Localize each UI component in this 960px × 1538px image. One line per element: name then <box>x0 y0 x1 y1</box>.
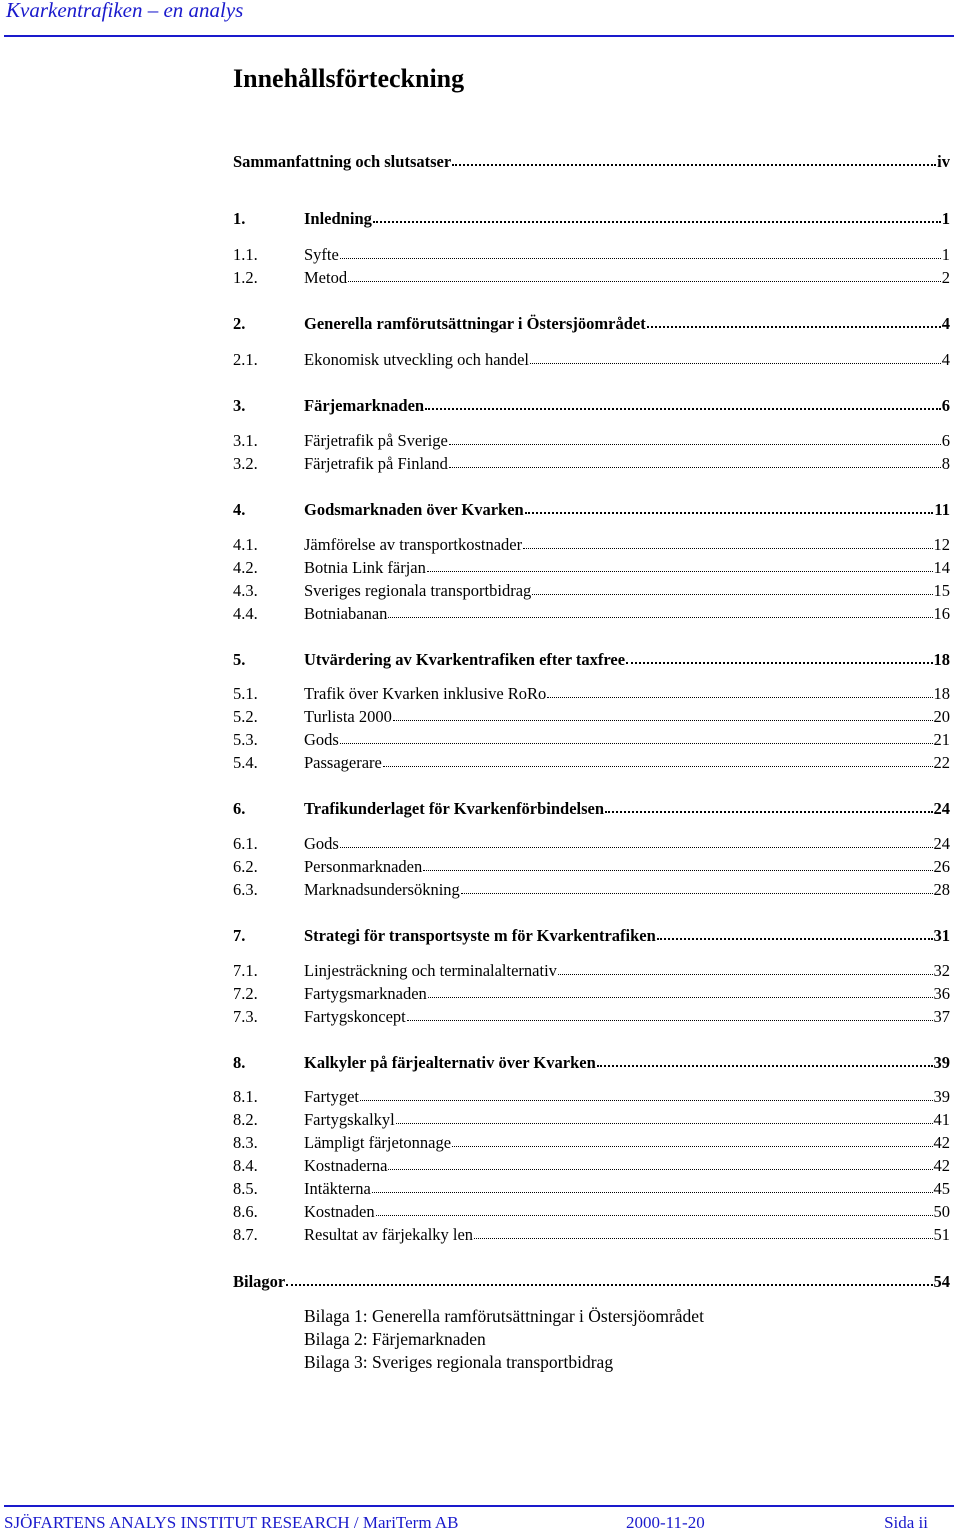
toc-entry-number: 1.2. <box>233 268 258 287</box>
toc-entry-page: 18 <box>933 650 950 669</box>
toc-dot-leader <box>372 1180 933 1194</box>
footer-page-number: Sida ii <box>884 1513 928 1532</box>
toc-entry-page: 26 <box>933 857 950 876</box>
toc-entry[interactable] <box>233 730 950 754</box>
toc-entry-title: Metod <box>304 268 348 287</box>
footer-publisher: SJÖFARTENS ANALYS INSTITUT RESEARCH / MariTerm AB <box>4 1513 459 1532</box>
toc-entry[interactable] <box>233 209 950 233</box>
toc-entry-page: 50 <box>933 1202 950 1221</box>
toc-dot-leader <box>597 1054 933 1068</box>
toc-entry-title: Fartygskalkyl <box>304 1110 395 1129</box>
toc-entry-number: 6. <box>233 799 246 818</box>
toc-entry-title: Färjetrafik på Sverige <box>304 431 448 450</box>
toc-entry-title: Marknadsundersökning <box>304 880 460 899</box>
toc-entry-title: Färjemarknaden <box>304 396 425 415</box>
toc-entry-page: 39 <box>933 1087 950 1106</box>
toc-entry-number: 2.1. <box>233 350 258 369</box>
toc-entry-number: 8.6. <box>233 1202 258 1221</box>
toc-entry-page: 41 <box>933 1110 950 1129</box>
toc-dot-leader <box>423 858 932 872</box>
toc-dot-leader <box>647 315 941 329</box>
toc-entry-page: 28 <box>933 880 950 899</box>
toc-entry-page: 6 <box>941 431 950 450</box>
toc-entry-page: 14 <box>933 558 950 577</box>
toc-entry-title: Fartyget <box>304 1087 359 1106</box>
toc-entry[interactable] <box>233 1202 950 1226</box>
toc-entry-page: 36 <box>933 984 950 1003</box>
toc-entry[interactable] <box>233 753 950 777</box>
toc-dot-leader <box>449 432 941 446</box>
toc-entry[interactable] <box>233 350 950 374</box>
toc-entry-page: 32 <box>933 961 950 980</box>
toc-entry[interactable] <box>233 1225 950 1249</box>
toc-dot-leader <box>474 1226 932 1240</box>
toc-entry[interactable] <box>233 707 950 731</box>
toc-entry-title: Botniabanan <box>304 604 388 623</box>
toc-dot-leader <box>427 559 933 573</box>
toc-entry-number: 5.1. <box>233 684 258 703</box>
toc-entry-title: Gods <box>304 730 339 749</box>
toc-entry-number: 8.7. <box>233 1225 258 1244</box>
toc-entry-page: 15 <box>933 581 950 600</box>
toc-entry-title: Utvärdering av Kvarkentrafiken efter taxfree <box>304 650 626 669</box>
toc-dot-leader <box>530 351 941 365</box>
toc-entry[interactable] <box>233 1156 950 1180</box>
toc-entry[interactable] <box>233 454 950 478</box>
footer-date: 2000-11-20 <box>626 1513 705 1532</box>
toc-entry-title: Personmarknaden <box>304 857 423 876</box>
toc-dot-leader <box>547 685 932 699</box>
toc-entry-number: 8.2. <box>233 1110 258 1129</box>
toc-entry[interactable] <box>233 558 950 582</box>
running-header-title: Kvarkentrafiken – en analys <box>6 0 244 22</box>
toc-entry-title: Syfte <box>304 245 339 264</box>
toc-entry-page: 4 <box>941 314 950 333</box>
toc-entry-title: Godsmarknaden över Kvarken <box>304 500 524 519</box>
toc-dot-leader <box>461 881 933 895</box>
toc-entry-page: 31 <box>933 926 950 945</box>
toc-entry-page: 21 <box>933 730 950 749</box>
toc-entry-title: Lämpligt färjetonnage <box>304 1133 452 1152</box>
toc-entry-title: Färjetrafik på Finland <box>304 454 448 473</box>
toc-dot-leader <box>428 985 933 999</box>
toc-entry-title: Fartygskoncept <box>304 1007 406 1026</box>
toc-entry-number: 8.3. <box>233 1133 258 1152</box>
toc-entry-page: 6 <box>941 396 950 415</box>
toc-entry-page: 45 <box>933 1179 950 1198</box>
toc-entry-title: Intäkterna <box>304 1179 371 1198</box>
toc-entry[interactable] <box>233 431 950 455</box>
toc-entry-page: 1 <box>941 209 950 228</box>
toc-dot-leader <box>396 1111 933 1125</box>
toc-entry-title: Kostnaden <box>304 1202 375 1221</box>
appendix-item: Bilaga 1: Generella ramförutsättningar i Östersjöområdet <box>304 1306 704 1326</box>
toc-dot-leader <box>449 455 941 469</box>
toc-entry[interactable] <box>233 961 950 985</box>
toc-entry-number: 4. <box>233 500 246 519</box>
toc-entry-page: 42 <box>933 1133 950 1152</box>
toc-entry[interactable] <box>233 1053 950 1077</box>
toc-entry-number: 4.3. <box>233 581 258 600</box>
toc-entry-page: 20 <box>933 707 950 726</box>
toc-entry-number: 6.2. <box>233 857 258 876</box>
toc-entry-title: Trafik över Kvarken inklusive RoRo <box>304 684 547 703</box>
toc-entry[interactable] <box>233 500 950 524</box>
toc-entry-page: 16 <box>933 604 950 623</box>
toc-dot-leader <box>525 501 934 515</box>
toc-entry-number: 6.3. <box>233 880 258 899</box>
toc-entry-page: 37 <box>933 1007 950 1026</box>
toc-entry[interactable] <box>233 268 950 292</box>
toc-entry[interactable] <box>233 314 950 338</box>
toc-entry-title: Inledning <box>304 209 372 228</box>
toc-entry-page: 24 <box>933 834 950 853</box>
toc-entry-number: 3.1. <box>233 431 258 450</box>
toc-entry[interactable] <box>233 857 950 881</box>
toc-entry-number: 8.1. <box>233 1087 258 1106</box>
toc-dot-leader <box>286 1273 932 1287</box>
toc-dot-leader <box>340 835 933 849</box>
toc-entry-number: 4.2. <box>233 558 258 577</box>
toc-entry[interactable] <box>233 1110 950 1134</box>
toc-entry[interactable] <box>233 880 950 904</box>
toc-entry-number: 1.1. <box>233 245 258 264</box>
toc-entry-title: Resultat av färjekalky len <box>304 1225 474 1244</box>
toc-entry-number: 8. <box>233 1053 246 1072</box>
toc-entry[interactable] <box>233 535 950 559</box>
toc-entry-number: 3.2. <box>233 454 258 473</box>
toc-entry-title: Gods <box>304 834 339 853</box>
toc-entry-page: 22 <box>933 753 950 772</box>
toc-entry-page: 4 <box>941 350 950 369</box>
toc-entry-page: iv <box>937 152 950 171</box>
toc-entry[interactable] <box>233 604 950 628</box>
toc-entry-page: 24 <box>933 799 950 818</box>
toc-dot-leader <box>523 536 932 550</box>
toc-entry-number: 7.3. <box>233 1007 258 1026</box>
toc-entry[interactable] <box>233 799 950 823</box>
toc-dot-leader <box>452 1134 932 1148</box>
toc-entry-number: 1. <box>233 209 246 228</box>
toc-entry-page: 39 <box>933 1053 950 1072</box>
toc-entry[interactable] <box>233 581 950 605</box>
toc-heading: Innehållsförteckning <box>233 64 465 93</box>
toc-entry-title: Generella ramförutsättningar i Östersjöområdet <box>304 314 646 333</box>
toc-dot-leader <box>388 1157 932 1171</box>
toc-entry-title: Linjesträckning och terminalalternativ <box>304 961 557 980</box>
toc-entry-number: 8.5. <box>233 1179 258 1198</box>
toc-dot-leader <box>626 651 932 665</box>
toc-dot-leader <box>360 1088 933 1102</box>
toc-entry-title: Kostnaderna <box>304 1156 388 1175</box>
toc-entry-title: Kalkyler på färjealternativ över Kvarken <box>304 1053 596 1072</box>
toc-dot-leader <box>407 1008 933 1022</box>
toc-entry-page: 2 <box>941 268 950 287</box>
toc-entry-number: 7. <box>233 926 246 945</box>
toc-entry-title: Botnia Link färjan <box>304 558 426 577</box>
toc-entry[interactable] <box>233 1087 950 1111</box>
toc-entry[interactable] <box>233 1007 950 1031</box>
toc-entry-title: Sveriges regionala transportbidrag <box>304 581 532 600</box>
toc-entry-number: 4.1. <box>233 535 258 554</box>
toc-dot-leader <box>383 754 933 768</box>
toc-entry-title: Sammanfattning och slutsatser <box>233 152 452 171</box>
toc-entry-number: 3. <box>233 396 246 415</box>
toc-entry-number: 7.2. <box>233 984 258 1003</box>
toc-dot-leader <box>657 927 933 941</box>
toc-entry-page: 54 <box>933 1272 950 1291</box>
toc-entry-page: 18 <box>933 684 950 703</box>
footer-divider <box>4 1505 954 1507</box>
toc-dot-leader <box>532 582 932 596</box>
toc-dot-leader <box>373 210 941 224</box>
toc-dot-leader <box>340 731 933 745</box>
toc-entry-page: 8 <box>941 454 950 473</box>
toc-dot-leader <box>558 962 933 976</box>
toc-dot-leader <box>605 800 932 814</box>
toc-entry-title: Ekonomisk utveckling och handel <box>304 350 529 369</box>
toc-entry[interactable] <box>233 245 950 269</box>
toc-entry-title: Trafikunderlaget för Kvarkenförbindelsen <box>304 799 605 818</box>
appendix-item: Bilaga 3: Sveriges regionala transportbidrag <box>304 1352 614 1372</box>
toc-dot-leader <box>376 1203 933 1217</box>
toc-entry[interactable] <box>233 396 950 420</box>
toc-dot-leader <box>340 246 941 260</box>
toc-entry-page: 11 <box>934 500 950 519</box>
toc-dot-leader <box>393 708 933 722</box>
header-divider <box>4 35 954 37</box>
toc-entry[interactable] <box>233 926 950 950</box>
toc-entry-page: 51 <box>933 1225 950 1244</box>
toc-entry-title: Jämförelse av transportkostnader <box>304 535 523 554</box>
toc-entry-title: Strategi för transportsyste m för Kvarkentrafiken <box>304 926 656 945</box>
toc-entry[interactable] <box>233 1179 950 1203</box>
toc-entry[interactable] <box>233 152 950 176</box>
toc-entry-title: Fartygsmarknaden <box>304 984 427 1003</box>
toc-entry-number: 6.1. <box>233 834 258 853</box>
toc-entry[interactable] <box>233 650 950 674</box>
toc-entry[interactable] <box>233 834 950 858</box>
toc-entry-number: 7.1. <box>233 961 258 980</box>
appendix-item: Bilaga 2: Färjemarknaden <box>304 1329 486 1349</box>
toc-entry-title: Bilagor <box>233 1272 286 1291</box>
toc-entry[interactable] <box>233 1133 950 1157</box>
toc-entry-number: 2. <box>233 314 246 333</box>
toc-entry-number: 8.4. <box>233 1156 258 1175</box>
toc-entry-page: 12 <box>933 535 950 554</box>
toc-dot-leader <box>452 153 936 167</box>
toc-entry-number: 4.4. <box>233 604 258 623</box>
toc-entry[interactable] <box>233 1272 950 1296</box>
toc-entry-number: 5.3. <box>233 730 258 749</box>
toc-entry-page: 42 <box>933 1156 950 1175</box>
toc-entry-number: 5.2. <box>233 707 258 726</box>
toc-entry-page: 1 <box>941 245 950 264</box>
toc-entry-number: 5. <box>233 650 246 669</box>
toc-entry[interactable] <box>233 684 950 708</box>
toc-entry-title: Turlista 2000 <box>304 707 392 726</box>
toc-entry-number: 5.4. <box>233 753 258 772</box>
toc-dot-leader <box>425 397 941 411</box>
toc-entry[interactable] <box>233 984 950 1008</box>
toc-dot-leader <box>388 605 932 619</box>
toc-entry-title: Passagerare <box>304 753 382 772</box>
toc-dot-leader <box>348 269 941 283</box>
